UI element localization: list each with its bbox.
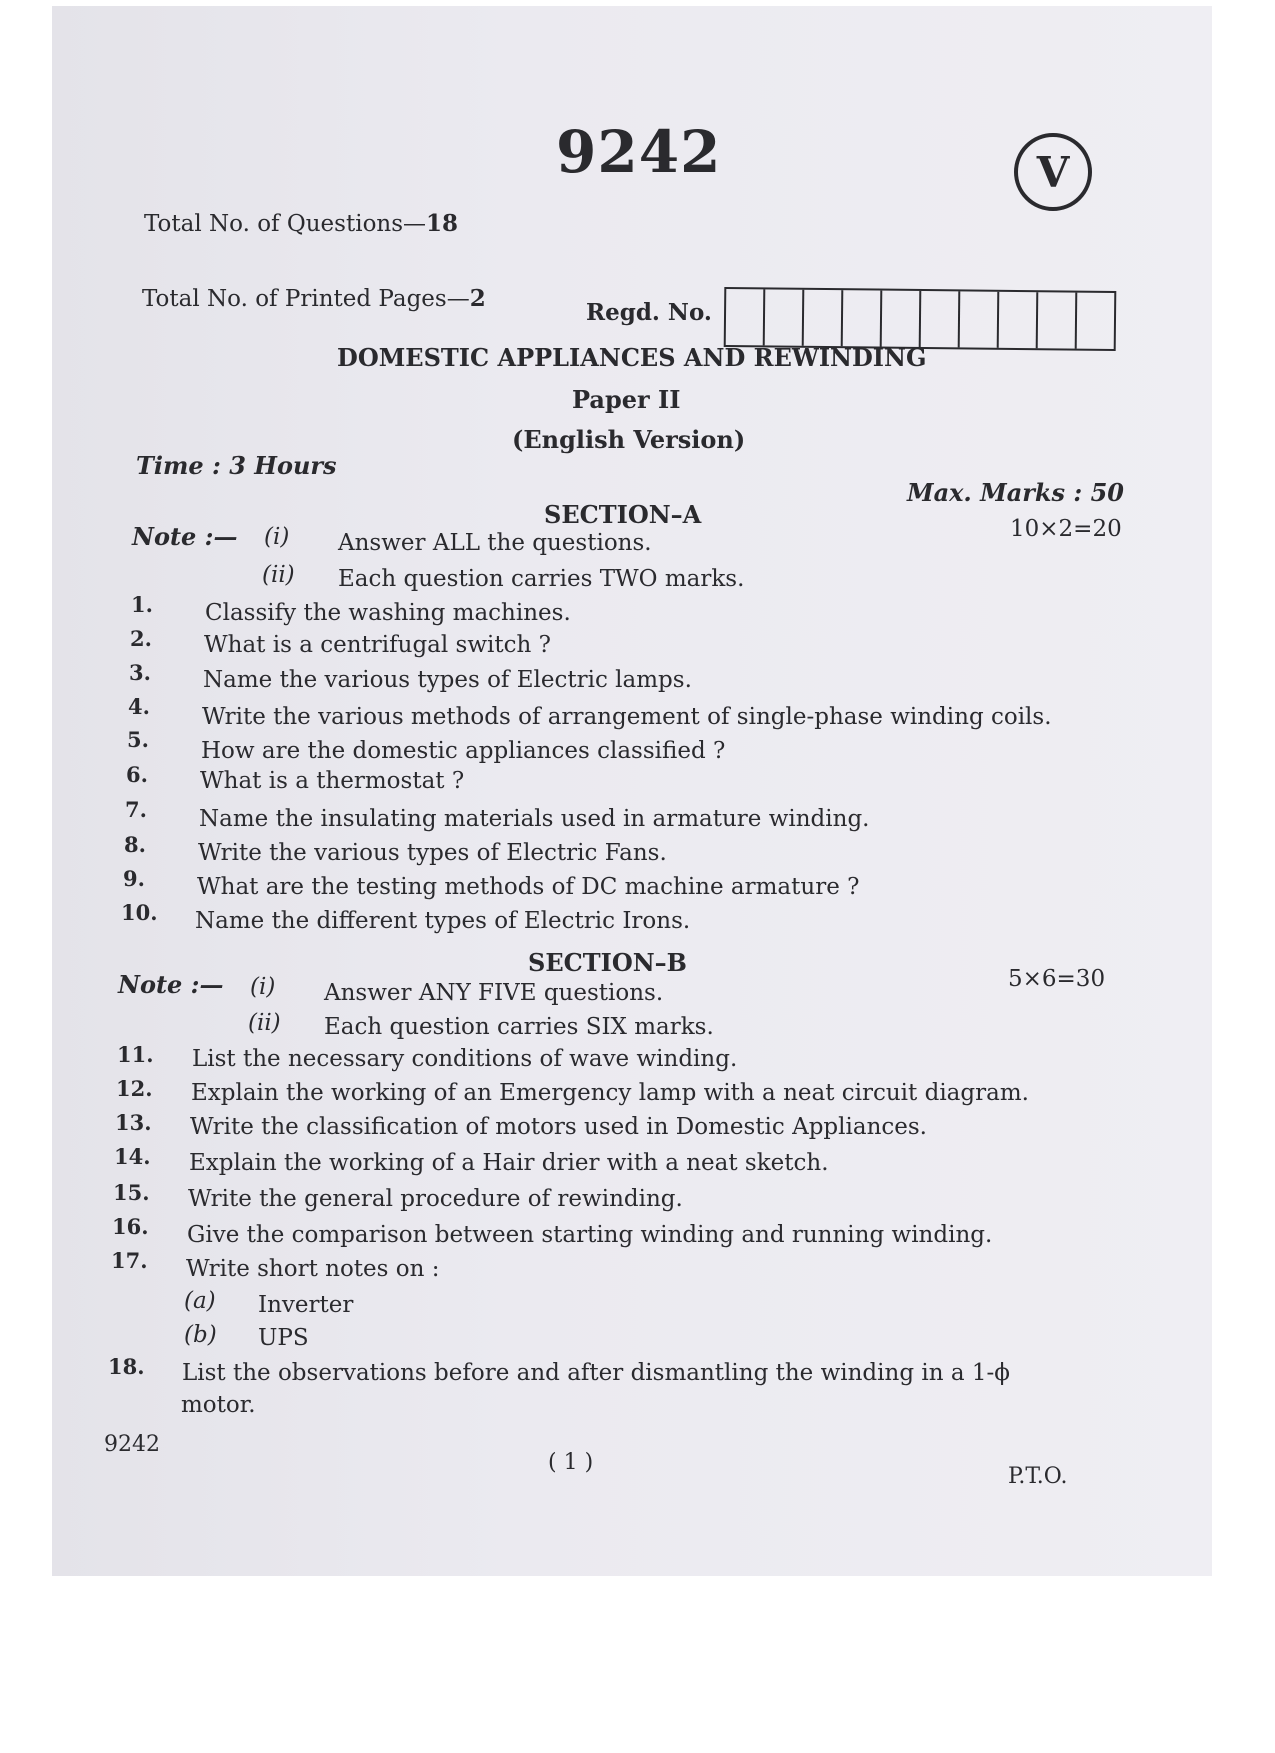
question-text: Write short notes on : xyxy=(186,1256,440,1282)
section-a-note-label: Note :— xyxy=(132,522,238,551)
regd-box-cell[interactable] xyxy=(921,291,961,347)
regd-box-cell[interactable] xyxy=(1038,292,1078,348)
question-number: 1. xyxy=(131,592,153,617)
question-number: 6. xyxy=(126,762,148,787)
question-number: 4. xyxy=(128,694,150,719)
total-pages-value: 2 xyxy=(469,285,486,312)
total-pages-label: Total No. of Printed Pages— xyxy=(142,286,470,312)
regd-box-cell[interactable] xyxy=(882,291,922,347)
total-pages xyxy=(142,285,486,312)
section-a-note-num: (ii) xyxy=(262,562,295,588)
section-a-note-text: Each question carries TWO marks. xyxy=(338,566,745,592)
section-b-note-text: Each question carries SIX marks. xyxy=(324,1014,714,1040)
page-number: ( 1 ) xyxy=(548,1450,594,1475)
subject-title: DOMESTIC APPLIANCES AND REWINDING xyxy=(337,343,927,372)
question-number: 14. xyxy=(114,1144,151,1169)
regd-number-boxes[interactable] xyxy=(724,287,1117,351)
question-text: What is a thermostat ? xyxy=(200,768,465,794)
footer-code: 9242 xyxy=(104,1432,160,1457)
question-number: 9. xyxy=(123,866,145,891)
question-number: 3. xyxy=(129,660,151,685)
time-allowed: Time : 3 Hours xyxy=(136,451,337,480)
question-text: Name the different types of Electric Irons. xyxy=(195,908,691,934)
section-a-heading: SECTION–A xyxy=(544,500,702,529)
question-text: Explain the working of an Emergency lamp with a neat circuit diagram. xyxy=(191,1080,1029,1106)
total-questions-value: 18 xyxy=(426,210,459,237)
question-number: 2. xyxy=(130,626,152,651)
regd-box-cell[interactable] xyxy=(960,291,1000,347)
regd-box-cell[interactable] xyxy=(726,289,766,345)
question-number: 11. xyxy=(117,1042,154,1067)
question-number: 12. xyxy=(116,1076,153,1101)
question-text: Write the general procedure of rewinding. xyxy=(188,1186,683,1212)
question-text: Give the comparison between starting winding and running winding. xyxy=(187,1222,993,1248)
section-a-note-text: Answer ALL the questions. xyxy=(338,530,652,556)
pto-label: P.T.O. xyxy=(1008,1464,1068,1489)
question-number: 13. xyxy=(115,1110,152,1135)
question-text: Name the insulating materials used in armature winding. xyxy=(199,806,870,832)
question-text: What are the testing methods of DC machine armature ? xyxy=(197,874,860,900)
question-text-continuation: motor. xyxy=(181,1392,256,1418)
question-number: 8. xyxy=(124,832,146,857)
section-a-note-num: (i) xyxy=(264,524,290,550)
regd-label: Regd. No. xyxy=(586,299,712,326)
question-text: List the necessary conditions of wave winding. xyxy=(192,1046,738,1072)
paper-code: 9242 xyxy=(556,118,722,186)
question-number: 17. xyxy=(111,1248,148,1273)
question-number: 16. xyxy=(112,1214,149,1239)
paper-number: Paper II xyxy=(572,385,681,414)
question-text: Classify the washing machines. xyxy=(205,600,571,626)
section-b-marks: 5×6=30 xyxy=(1008,966,1106,992)
total-questions-label: Total No. of Questions— xyxy=(144,211,427,237)
question-text: Write the various types of Electric Fans. xyxy=(198,840,667,866)
regd-box-cell[interactable] xyxy=(999,292,1039,348)
question-number: 10. xyxy=(121,900,158,925)
question-text: What is a centrifugal switch ? xyxy=(204,632,551,658)
question-number: 18. xyxy=(108,1354,145,1379)
total-questions xyxy=(144,210,458,237)
regd-box-cell[interactable] xyxy=(804,290,844,346)
question-text: How are the domestic appliances classified ? xyxy=(201,738,726,764)
section-b-heading: SECTION–B xyxy=(528,948,687,977)
sub-part-label: (a) xyxy=(184,1288,216,1314)
section-b-note-num: (i) xyxy=(250,974,276,1000)
section-b-note-text: Answer ANY FIVE questions. xyxy=(324,980,664,1006)
question-number: 5. xyxy=(127,727,149,752)
language-version: (English Version) xyxy=(512,425,746,454)
regd-box-cell[interactable] xyxy=(1077,293,1115,349)
question-text: List the observations before and after dismantling the winding in a 1-ϕ xyxy=(182,1360,1010,1386)
question-text: Explain the working of a Hair drier with a neat sketch. xyxy=(189,1150,829,1176)
version-badge: V xyxy=(1014,133,1092,211)
question-number: 15. xyxy=(113,1180,150,1205)
regd-box-cell[interactable] xyxy=(765,289,805,345)
max-marks: Max. Marks : 50 xyxy=(907,478,1125,507)
question-text: Write the various methods of arrangement of single-phase winding coils. xyxy=(202,704,1052,730)
sub-part-text: Inverter xyxy=(258,1292,354,1318)
question-number: 7. xyxy=(125,797,147,822)
section-b-note-num: (ii) xyxy=(248,1010,281,1036)
sub-part-label: (b) xyxy=(184,1322,217,1348)
question-text: Name the various types of Electric lamps. xyxy=(203,667,692,693)
regd-box-cell[interactable] xyxy=(843,290,883,346)
question-text: Write the classification of motors used in Domestic Appliances. xyxy=(190,1114,927,1140)
sub-part-text: UPS xyxy=(258,1325,309,1351)
section-b-note-label: Note :— xyxy=(118,970,224,999)
section-a-marks: 10×2=20 xyxy=(1010,516,1122,542)
